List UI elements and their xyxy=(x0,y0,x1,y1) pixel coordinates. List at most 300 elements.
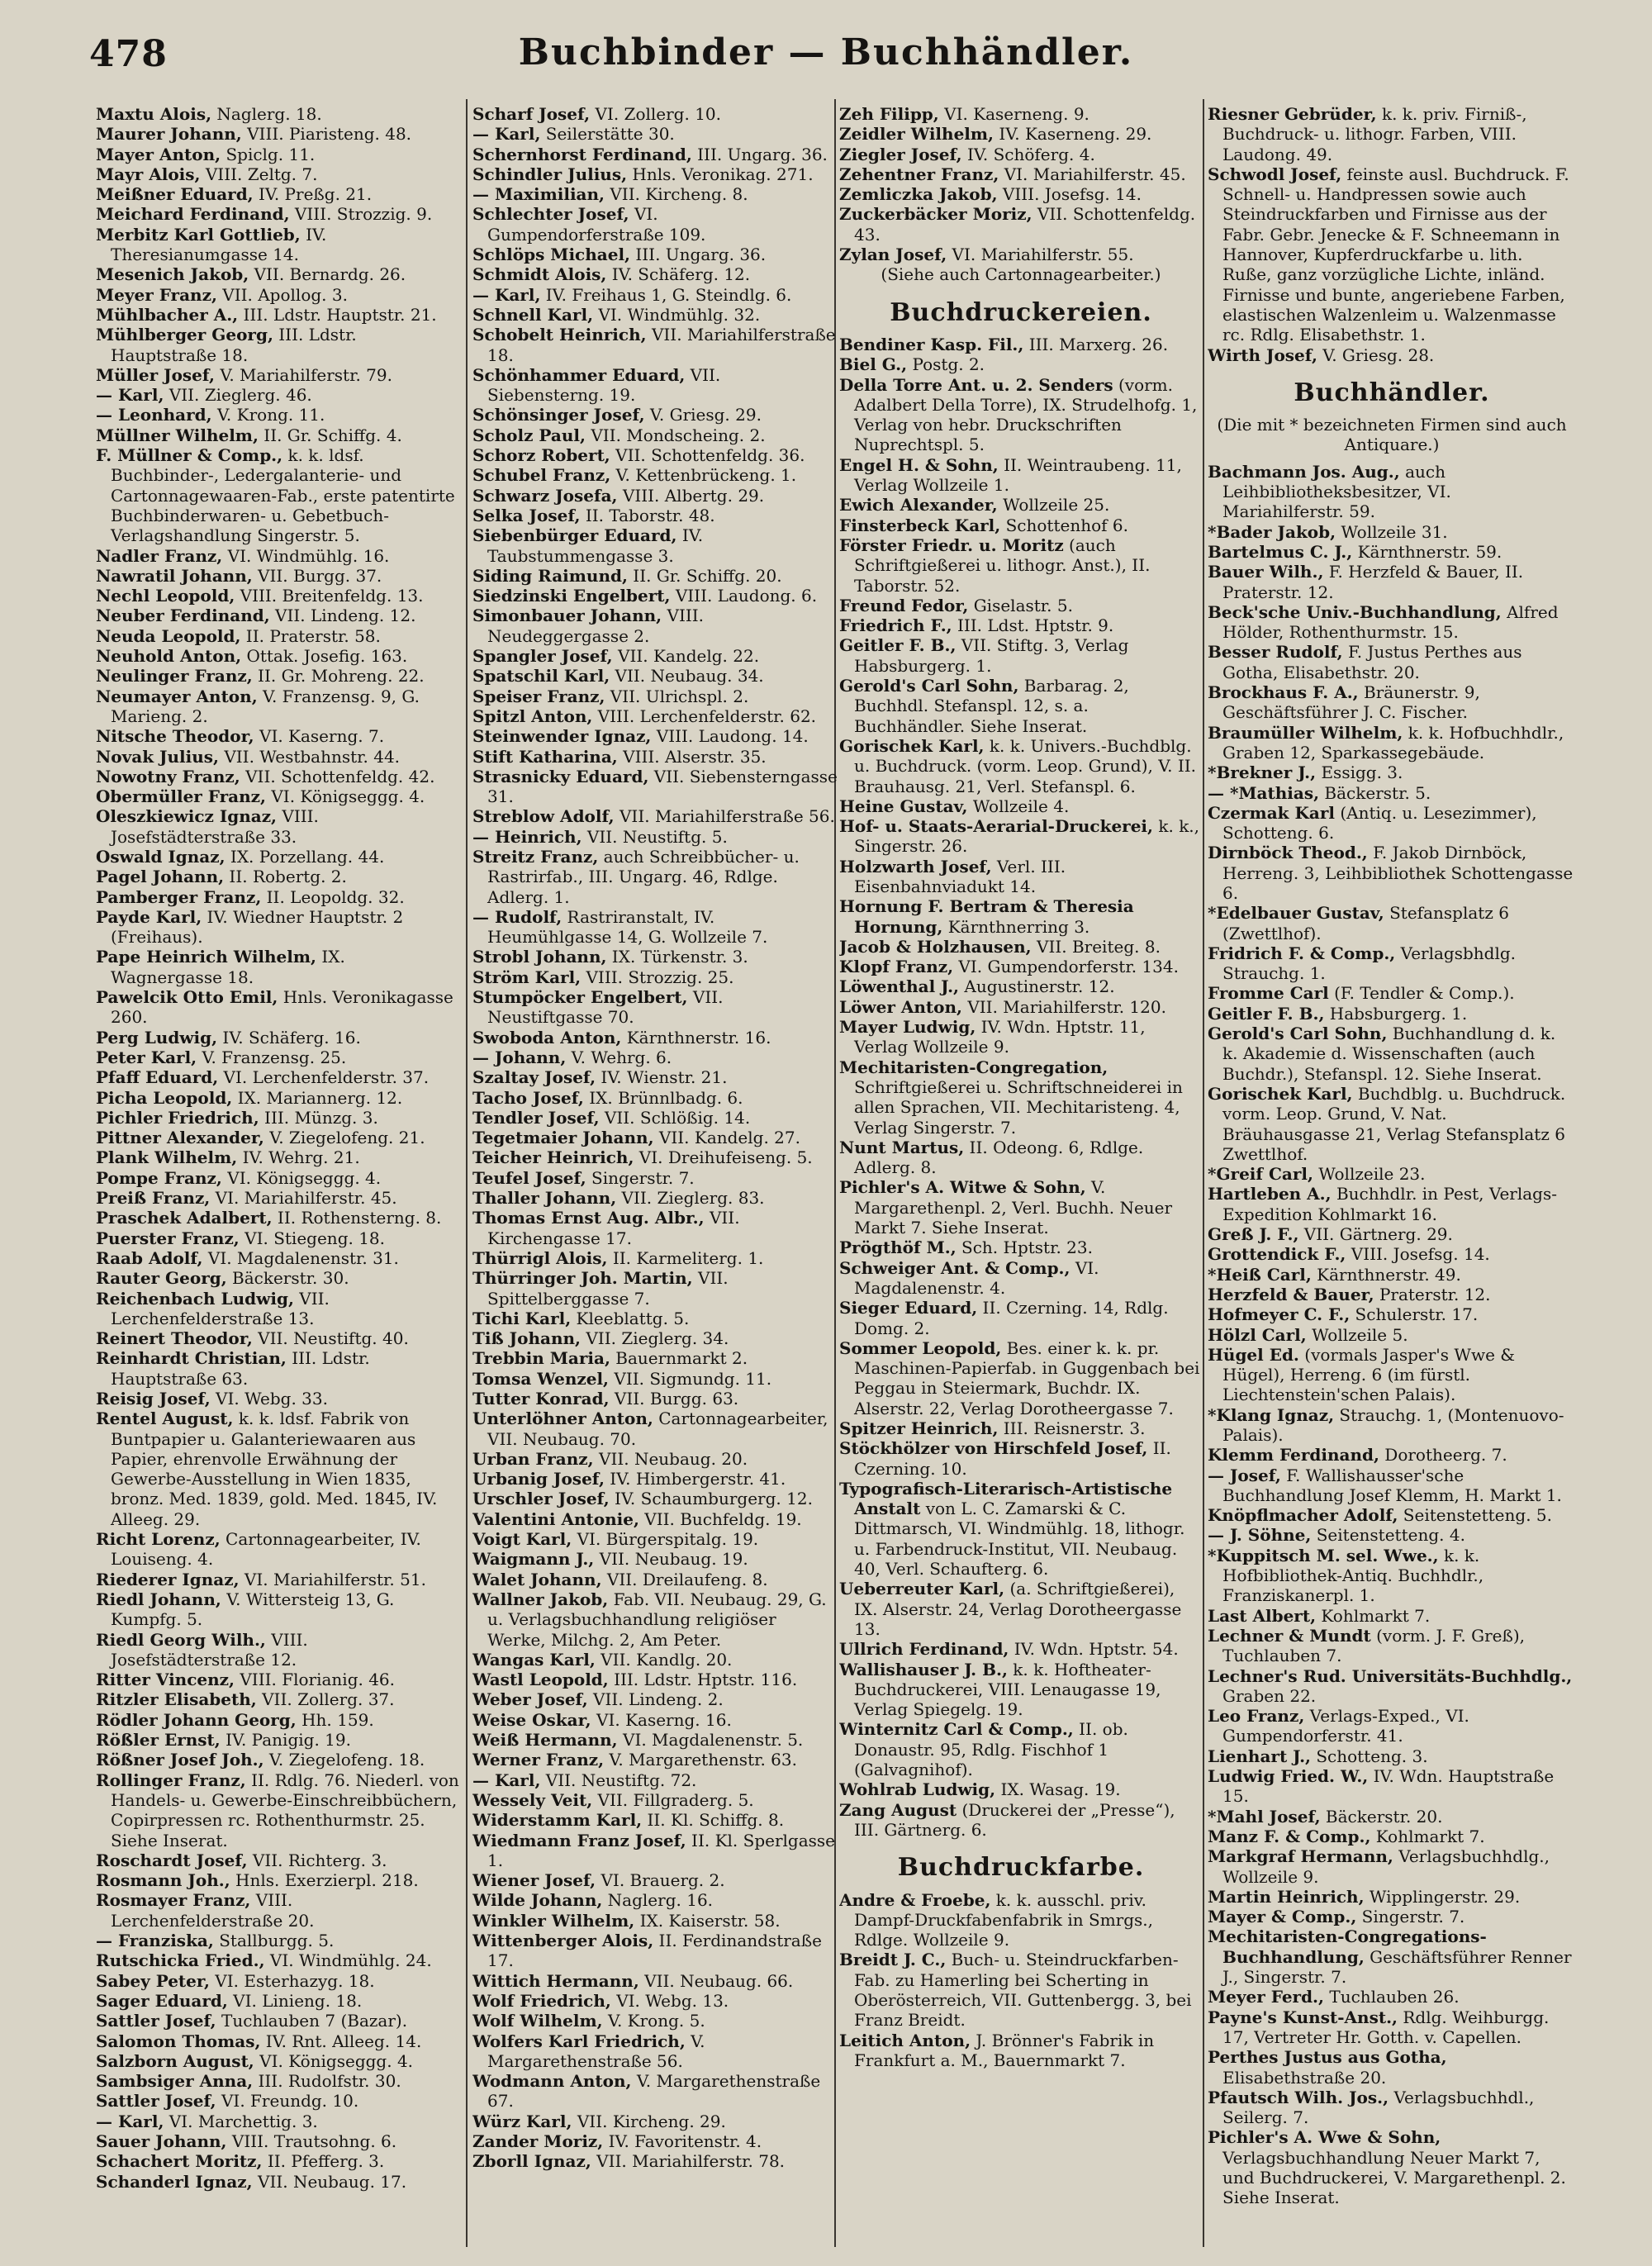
entry-address: IV. Wdn. Hptstr. 54. xyxy=(1009,1639,1179,1660)
directory-entry xyxy=(96,1328,461,1348)
directory-entry xyxy=(96,546,461,566)
entry-name: Pamberger Franz, xyxy=(96,886,262,907)
entry-address: IV. Favoritenstr. 4. xyxy=(603,2131,762,2151)
section-note-antiquare: (Die mit * bezeichneten Firmen sind auch Antiquare.) xyxy=(1217,415,1567,455)
directory-entry xyxy=(839,1779,1203,1799)
entry-address: Rastriranstalt, IV. Heumühlgasse 14, G. Wollzeile 7. xyxy=(487,906,768,948)
entry-name: *Edelbauer Gustav, xyxy=(1208,903,1384,924)
entry-name: Wolf Wilhelm, xyxy=(472,2011,603,2031)
entry-name: Sambsiger Anna, xyxy=(96,2071,254,2092)
directory-entry xyxy=(472,1931,838,1971)
entry-address: VII. Neustiftgasse 70. xyxy=(487,987,724,1028)
entry-name: Gorischek Karl, xyxy=(839,735,985,756)
entry-address: II. Robertg. 2. xyxy=(224,867,347,887)
directory-entry xyxy=(96,2051,461,2071)
section-heading-buchhaendler: Buchhändler. xyxy=(1294,378,1490,407)
directory-entry xyxy=(472,1991,838,2011)
entry-name: Markgraf Hermann, xyxy=(1208,1846,1393,1867)
directory-entry xyxy=(96,2071,461,2091)
directory-entry xyxy=(472,1810,838,1830)
directory-entry xyxy=(96,606,461,625)
entry-name: Biel G., xyxy=(839,354,908,375)
entry-name: Praschek Adalbert, xyxy=(96,1208,273,1228)
entry-name: Perg Ludwig, xyxy=(96,1027,218,1047)
entry-address: Tuchlauben 26. xyxy=(1324,1987,1460,2007)
entry-name: Nunt Martus, xyxy=(839,1137,965,1157)
running-title: Buchbinder — Buchhändler. xyxy=(518,31,1134,74)
entry-address: Bäckerstr. 30. xyxy=(226,1268,349,1289)
entry-address: Dorotheerg. 7. xyxy=(1379,1445,1507,1466)
directory-entry xyxy=(1208,1345,1576,1405)
directory-entry xyxy=(1208,1887,1576,1907)
entry-list xyxy=(96,104,461,2192)
entry-address: Schriftgießerei u. Schriftschneiderei in allen Sprachen, VII. Mechitaristeng. 4, Verlag Singerstr. 7. xyxy=(854,1076,1183,1138)
entry-name: Streblow Adolf, xyxy=(472,806,615,827)
directory-entry xyxy=(839,375,1203,455)
directory-entry xyxy=(96,767,461,786)
directory-entry xyxy=(96,1750,461,1770)
entry-name: Della Torre Ant. u. 2. Senders xyxy=(839,374,1113,395)
entry-name: Neuda Leopold, xyxy=(96,625,241,646)
directory-entry xyxy=(96,1409,461,1529)
directory-entry xyxy=(472,907,838,948)
entry-address: Bräunerstr. 9, Geschäftsführer J. C. Fischer. xyxy=(1222,682,1480,723)
directory-entry xyxy=(96,305,461,325)
directory-entry xyxy=(1208,1164,1576,1184)
directory-entry xyxy=(472,1348,838,1368)
entry-address: Bäckerstr. 20. xyxy=(1320,1806,1443,1827)
entry-address: VIII. Trautsohng. 6. xyxy=(226,2131,397,2151)
entry-address: V. Wittersteig 13, G. Kumpfg. 5. xyxy=(111,1589,395,1630)
entry-name: Pawelcik Otto Emil, xyxy=(96,987,278,1008)
entry-name: *Kuppitsch M. sel. Wwe., xyxy=(1208,1545,1439,1565)
entry-name: Nowotny Franz, xyxy=(96,766,240,786)
directory-entry xyxy=(839,354,1203,374)
directory-entry xyxy=(96,225,461,265)
directory-entry xyxy=(96,726,461,746)
entry-address: Verlags-Exped., VI. Gumpendorferstr. 41. xyxy=(1222,1706,1469,1746)
entry-address: III. Münzg. 3. xyxy=(259,1107,378,1128)
directory-entry xyxy=(472,2112,838,2131)
entry-address: k. k. Hofbibliothek-Antiq. Buchhdlr., Franziskanerpl. 1. xyxy=(1222,1545,1484,1606)
entry-name: Ludwig Fried. W., xyxy=(1208,1766,1369,1787)
entry-address: Wollzeile 31. xyxy=(1336,521,1448,542)
entry-name: Manz F. & Comp., xyxy=(1208,1826,1371,1846)
entry-address: III. Ldstr. Hptstr. 116. xyxy=(608,1670,798,1690)
entry-address: Schulerstr. 17. xyxy=(1350,1304,1479,1325)
directory-entry xyxy=(839,124,1203,144)
entry-address: VIII. Laudong. 14. xyxy=(651,726,809,747)
directory-entry xyxy=(472,987,838,1028)
directory-entry xyxy=(96,1067,461,1087)
entry-name: Pichler's A. Wwe & Sohn, xyxy=(1208,2127,1441,2148)
entry-name: Mayer & Comp., xyxy=(1208,1907,1357,1927)
entry-address: VI. Dreihufeiseng. 5. xyxy=(634,1147,813,1168)
entry-name: Salomon Thomas, xyxy=(96,2031,261,2051)
entry-name: Beck'sche Univ.-Buchhandlung, xyxy=(1208,601,1502,622)
entry-name: Mayr Alois, xyxy=(96,164,201,184)
entry-name: Schubel Franz, xyxy=(472,465,611,486)
entry-list xyxy=(1208,462,1576,2208)
entry-name: Schobelt Heinrich, xyxy=(472,325,647,345)
entry-address: IV. Wehrg. 21. xyxy=(237,1147,360,1168)
entry-address: Kärnthnerstr. 59. xyxy=(1352,541,1502,562)
entry-address: Wollzeile 4. xyxy=(967,796,1070,816)
entry-name: Wangas Karl, xyxy=(472,1649,596,1670)
directory-entry xyxy=(1208,2088,1576,2128)
directory-entry xyxy=(472,2071,838,2112)
entry-address: (vorm. Adalbert Della Torre), IX. Strudelhofg. 1, Verlag von hebr. Druckschriften Nuprechtspl. 5. xyxy=(854,374,1198,455)
entry-name: Nechl Leopold, xyxy=(96,586,235,606)
entry-address: Stefansplatz 6 (Zwettlhof). xyxy=(1222,903,1509,943)
directory-entry xyxy=(1208,1265,1576,1285)
entry-name: — Karl, xyxy=(472,124,541,145)
entry-address: IV. Rnt. Alleeg. 14. xyxy=(260,2031,422,2051)
directory-entry xyxy=(839,1138,1203,1178)
entry-name: Roschardt Josef, xyxy=(96,1850,248,1870)
entry-address: V. Griesg. 28. xyxy=(1317,344,1435,365)
entry-name: Neulinger Franz, xyxy=(96,666,253,686)
directory-entry xyxy=(472,1529,838,1549)
directory-entry xyxy=(839,245,1203,264)
directory-entry xyxy=(839,184,1203,204)
directory-entry xyxy=(839,1238,1203,1257)
entry-address: VI. Zollerg. 10. xyxy=(590,104,722,124)
entry-name: Bauer Wilh., xyxy=(1208,562,1324,582)
directory-entry xyxy=(472,285,838,305)
directory-entry xyxy=(472,606,838,646)
directory-entry xyxy=(472,1268,838,1309)
entry-name: Meißner Eduard, xyxy=(96,184,254,205)
entry-address: VI. Königseggg. 4. xyxy=(266,786,425,807)
directory-entry xyxy=(96,1850,461,1870)
entry-name: Winternitz Carl & Comp., xyxy=(839,1719,1074,1740)
directory-entry xyxy=(1208,1926,1576,1987)
directory-entry xyxy=(472,145,838,164)
entry-name: Tendler Josef, xyxy=(472,1107,600,1128)
entry-address: II. Ferdinandstraße 17. xyxy=(487,1931,822,1971)
column-divider xyxy=(1203,99,1204,2247)
entry-name: Sommer Leopold, xyxy=(839,1337,1002,1358)
entry-name: Neuhold Anton, xyxy=(96,646,242,667)
entry-name: Wallner Jakob, xyxy=(472,1589,609,1609)
entry-name: Nawratil Johann, xyxy=(96,565,253,586)
entry-name: Prögthöf M., xyxy=(839,1238,957,1258)
entry-name: Merbitz Karl Gottlieb, xyxy=(96,224,301,245)
entry-name: *Bader Jakob, xyxy=(1208,521,1336,542)
entry-name: *Brekner J., xyxy=(1208,762,1317,783)
entry-name: Besser Rudolf, xyxy=(1208,642,1343,663)
entry-name: Wittich Hermann, xyxy=(472,1970,639,1991)
entry-address: Verlagsbuchhdl., Seilerg. 7. xyxy=(1222,2087,1535,2128)
entry-name: Geitler F. B., xyxy=(839,635,957,656)
entry-address: auch Schreibbücher- u. Rastrirfab., III. Ungarg. 46, Rdlge. Adlerg. 1. xyxy=(487,846,800,907)
entry-address: VIII. Lerchenfelderstraße 20. xyxy=(111,1890,315,1931)
entry-name: Bendiner Kasp. Fil., xyxy=(839,334,1024,354)
directory-entry xyxy=(1208,1606,1576,1626)
directory-entry xyxy=(96,184,461,204)
entry-name: Schönhammer Eduard, xyxy=(472,364,686,385)
entry-address: III. Ungarg. 36. xyxy=(630,245,767,265)
entry-address: IX. Mariannerg. 12. xyxy=(232,1087,403,1108)
entry-address: II. Odeong. 6, Rdlge. Adlerg. 8. xyxy=(854,1137,1144,1178)
entry-address: VIII. Alserstr. 35. xyxy=(617,746,767,767)
directory-entry xyxy=(472,2011,838,2031)
directory-entry xyxy=(96,1670,461,1689)
entry-name: Payne's Kunst-Anst., xyxy=(1208,2007,1398,2027)
directory-entry xyxy=(472,486,838,506)
entry-name: Wolf Friedrich, xyxy=(472,1990,611,2011)
entry-address: IV. Schöferg. 4. xyxy=(961,144,1095,164)
entry-name: Winkler Wilhelm, xyxy=(472,1910,635,1931)
directory-entry xyxy=(472,1589,838,1650)
entry-address: VI. Brauerg. 2. xyxy=(596,1870,725,1891)
entry-address: Fab. VII. Neubaug. 29, G. u. Verlagsbuchhandlung religiöser Werke, Milchg. 2, Am Peter. xyxy=(487,1589,827,1650)
directory-entry xyxy=(1208,1304,1576,1324)
directory-entry xyxy=(472,827,838,847)
entry-address: (auch Schriftgießerei u. lithogr. Anst.), II. Taborstr. 52. xyxy=(854,534,1151,596)
entry-address: VI. Freundg. 10. xyxy=(216,2091,359,2112)
directory-entry xyxy=(96,2031,461,2051)
entry-address: Alfred Hölder, Rothenthurmstr. 15. xyxy=(1222,601,1559,643)
entry-name: — Karl, xyxy=(472,1770,541,1790)
entry-name: — *Mathias, xyxy=(1208,782,1320,803)
entry-address: IV. Wienstr. 21. xyxy=(596,1067,728,1088)
entry-name: Schindler Julius, xyxy=(472,164,628,184)
entry-address: VIII. Josefsg. 14. xyxy=(1346,1244,1490,1265)
directory-entry xyxy=(96,1348,461,1389)
directory-entry xyxy=(839,816,1203,857)
entry-name: Stift Katharina, xyxy=(472,746,618,767)
entry-address: V. Franzensg. 25. xyxy=(197,1047,347,1067)
entry-address: Naglerg. 16. xyxy=(602,1890,714,1911)
entry-address: V. Kettenbrückeng. 1. xyxy=(610,465,797,486)
directory-entry xyxy=(1208,1004,1576,1024)
entry-address: IV. Himbergerstr. 41. xyxy=(604,1469,786,1489)
directory-entry xyxy=(1208,983,1576,1003)
entry-address: VI. Gumpendorferstraße 109. xyxy=(487,204,706,245)
entry-address: VIII. Zeltg. 7. xyxy=(200,164,318,184)
entry-name: Reisig Josef, xyxy=(96,1389,211,1409)
entry-name: Mechitaristen-Congregation, xyxy=(839,1057,1108,1077)
entry-address: VII. Sigmundg. 11. xyxy=(609,1368,772,1389)
entry-name: Thaller Johann, xyxy=(472,1188,617,1209)
directory-entry xyxy=(1208,762,1576,782)
entry-address: Kleeblattg. 5. xyxy=(571,1308,690,1328)
entry-address: III. Ungarg. 36. xyxy=(691,144,828,164)
directory-entry xyxy=(1208,1224,1576,1244)
directory-entry xyxy=(472,666,838,686)
entry-address: F. Herzfeld & Bauer, II. Praterstr. 12. xyxy=(1222,562,1524,602)
entry-name: Weiß Hermann, xyxy=(472,1730,618,1751)
entry-name: Hornung F. Bertram & Theresia Hornung, xyxy=(839,896,1134,937)
entry-address: VI. Mariahilferstr. 51. xyxy=(239,1569,426,1589)
column-4 xyxy=(1208,104,1576,2244)
entry-address: Kohlmarkt 7. xyxy=(1370,1826,1485,1846)
entry-address: Ottak. Josefig. 163. xyxy=(241,646,408,667)
entry-address: Stallburgg. 5. xyxy=(213,1931,335,1951)
entry-name: Fromme Carl xyxy=(1208,983,1329,1004)
entry-name: Schwodl Josef, xyxy=(1208,164,1342,184)
directory-entry xyxy=(839,857,1203,897)
entry-address: Postg. 2. xyxy=(907,354,985,375)
entry-address: V. Ziegelofeng. 21. xyxy=(263,1128,425,1148)
directory-entry xyxy=(96,1710,461,1730)
entry-address: IV. Panigig. 19. xyxy=(220,1730,351,1751)
entry-name: Mayer Anton, xyxy=(96,144,221,164)
entry-name: Freund Fedor, xyxy=(839,595,969,615)
directory-entry xyxy=(472,1088,838,1108)
directory-entry xyxy=(839,957,1203,976)
entry-name: Martin Heinrich, xyxy=(1208,1886,1365,1907)
entry-address: Verlagsbuchhandlung Neuer Markt 7, und Buchdruckerei, V. Margarethenpl. 2. Siehe Inserat. xyxy=(1222,2147,1566,2208)
entry-name: Rößler Ernst, xyxy=(96,1730,221,1751)
directory-entry xyxy=(472,1328,838,1348)
entry-address: VI. Lerchenfelderstr. 37. xyxy=(218,1067,430,1088)
entry-name: Szaltay Josef, xyxy=(472,1067,596,1088)
directory-entry xyxy=(472,1890,838,1910)
entry-address: (vorm. J. F. Greß), Tuchlauben 7. xyxy=(1222,1625,1526,1666)
entry-address: VII. Fillgraderg. 5. xyxy=(592,1789,754,1810)
entry-name: Sattler Josef, xyxy=(96,2091,216,2112)
entry-address: Rdlg. Weihburgg. 17, Vertreter Hr. Gotth. v. Capellen. xyxy=(1222,2007,1550,2047)
entry-name: Rutschicka Fried., xyxy=(96,1950,265,1971)
directory-entry xyxy=(839,1639,1203,1659)
entry-address: Schotteng. 3. xyxy=(1311,1746,1428,1766)
entry-address: VII. Ulrichspl. 2. xyxy=(605,686,749,706)
directory-entry xyxy=(96,204,461,224)
directory-entry xyxy=(1208,1666,1576,1707)
directory-entry xyxy=(472,1790,838,1810)
directory-entry xyxy=(96,1529,461,1570)
entry-address: VI. Magdalenenstr. 5. xyxy=(617,1730,804,1751)
entry-name: Zemliczka Jakob, xyxy=(839,184,998,205)
entry-address: VI. Esterhazyg. 18. xyxy=(209,1970,375,1991)
directory-entry xyxy=(96,385,461,405)
entry-name: Spangler Josef, xyxy=(472,646,613,667)
entry-address: VIII. Piaristeng. 48. xyxy=(241,124,412,145)
entry-address: k. k. ausschl. priv. Dampf-Druckfabenfabrik in Smrgs., Rdlge. Wollzeile 9. xyxy=(854,1889,1154,1950)
entry-name: Gerold's Carl Sohn, xyxy=(1208,1024,1388,1044)
entry-name: Speiser Franz, xyxy=(472,686,605,706)
entry-name: Klemm Ferdinand, xyxy=(1208,1445,1379,1466)
entry-name: Lienhart J., xyxy=(1208,1746,1311,1766)
entry-address: k. k. Hoftheater-Buchdruckerei, VIII. Lenaugasse 19, Verlag Spiegelg. 19. xyxy=(854,1659,1161,1720)
directory-entry xyxy=(96,1088,461,1108)
directory-entry xyxy=(1208,1084,1576,1164)
entry-name: Oleszkiewicz Ignaz, xyxy=(96,806,278,827)
entry-address: VIII. Josefstädterstraße 12. xyxy=(111,1629,308,1670)
entry-address: Bes. einer k. k. pr. Maschinen-Papierfab. in Guggenbach bei Peggau in Steiermark, Buchdr. IX. Alserstr. 22, Verlag Dorotheergasse 7. xyxy=(854,1337,1200,1418)
entry-address: VII. Mariahilferstr. 120. xyxy=(961,996,1166,1017)
directory-entry xyxy=(472,1389,838,1409)
entry-name: Raab Adolf, xyxy=(96,1247,203,1268)
directory-entry xyxy=(1208,1546,1576,1606)
entry-name: — Karl, xyxy=(472,284,541,305)
entry-address: Barbarag. 2, Buchhdl. Stefanspl. 12, s. a. Buchhändler. Siehe Inserat. xyxy=(854,676,1129,736)
entry-name: — Heinrich, xyxy=(472,826,582,847)
directory-entry xyxy=(472,1770,838,1790)
entry-name: *Heiß Carl, xyxy=(1208,1264,1312,1285)
entry-address: Augustinerstr. 12. xyxy=(959,976,1115,997)
directory-entry xyxy=(472,2031,838,2072)
entry-address: VI. Bürgerspitalg. 19. xyxy=(572,1529,759,1550)
directory-entry xyxy=(472,1650,838,1670)
entry-address: VII. Breiteg. 8. xyxy=(1031,936,1161,957)
entry-address: k. k. Univers.-Buchdblg. u. Buchdruck. (vorm. Leop. Grund), V. II. Brauhausg. 21, Verl. Stefanspl. 6. xyxy=(854,735,1197,796)
entry-name: Wodmann Anton, xyxy=(472,2071,632,2092)
entry-name: Brockhaus F. A., xyxy=(1208,682,1359,703)
entry-name: Lechner & Mundt xyxy=(1208,1625,1371,1646)
entry-address: II. Gr. Schiffg. 4. xyxy=(258,425,402,445)
column-divider xyxy=(466,99,468,2247)
directory-entry xyxy=(472,1870,838,1890)
entry-address: VII. Mondscheing. 2. xyxy=(585,425,766,445)
directory-entry xyxy=(472,1188,838,1208)
entry-name: Reinhardt Christian, xyxy=(96,1348,287,1369)
directory-entry xyxy=(472,1168,838,1188)
directory-entry xyxy=(839,1800,1203,1841)
directory-entry xyxy=(1208,1184,1576,1224)
entry-name: Sager Eduard, xyxy=(96,1990,228,2011)
directory-entry xyxy=(96,1870,461,1890)
directory-entry xyxy=(472,164,838,184)
entry-name: Pfautsch Wilh. Jos., xyxy=(1208,2087,1389,2107)
directory-entry xyxy=(1208,542,1576,562)
directory-entry xyxy=(839,335,1203,354)
entry-name: — Leonhard, xyxy=(96,405,212,425)
entry-name: *Greif Carl, xyxy=(1208,1164,1313,1185)
directory-entry xyxy=(839,1338,1203,1418)
entry-name: Schlechter Josef, xyxy=(472,204,629,225)
directory-entry xyxy=(472,1128,838,1147)
directory-entry xyxy=(1208,843,1576,903)
directory-entry xyxy=(96,145,461,164)
page-number: 478 xyxy=(89,33,168,75)
entry-address: IX. Türkenstr. 3. xyxy=(606,947,748,967)
entry-name: Steinwender Ignaz, xyxy=(472,726,652,747)
directory-entry xyxy=(96,626,461,646)
directory-entry xyxy=(96,1950,461,1970)
entry-name: Pfaff Eduard, xyxy=(96,1067,219,1088)
entry-name: — Karl, xyxy=(96,2111,164,2131)
entry-address: IV. Freihaus 1, G. Steindlg. 6. xyxy=(540,284,792,305)
directory-entry xyxy=(839,736,1203,796)
directory-entry xyxy=(472,1409,838,1449)
entry-name: Schwarz Josefa, xyxy=(472,485,618,506)
entry-address: IX. Kaiserstr. 58. xyxy=(634,1910,781,1931)
entry-name: — J. Söhne, xyxy=(1208,1525,1312,1546)
entry-address: VI. Gumpendorferstr. 134. xyxy=(953,957,1179,977)
entry-address: (vormals Jasper's Wwe & Hügel), Herreng. 6 (im fürstl. Liechtenstein'schen Palais). xyxy=(1222,1344,1516,1405)
entry-address: VI. Kaserng. 16. xyxy=(591,1709,732,1730)
entry-address: IV. Taubstummengasse 3. xyxy=(487,525,704,566)
entry-name: Wiedmann Franz Josef, xyxy=(472,1830,686,1850)
entry-name: Voigt Karl, xyxy=(472,1529,572,1550)
entry-name: Rauter Georg, xyxy=(96,1268,227,1289)
directory-entry xyxy=(1208,1706,1576,1746)
entry-address: V. Krong. 11. xyxy=(211,405,325,425)
entry-address: V. Mariahilferstr. 79. xyxy=(215,364,392,385)
entry-name: Riedl Georg Wilh., xyxy=(96,1629,266,1650)
entry-address: II. Kl. Schiffg. 8. xyxy=(642,1810,785,1831)
entry-address: VII. Neustiftg. 40. xyxy=(252,1328,409,1349)
directory-entry xyxy=(96,1108,461,1128)
page-header xyxy=(0,0,1652,99)
entry-name: — Josef, xyxy=(1208,1465,1281,1485)
entry-address: IX. Wagnergasse 18. xyxy=(111,947,345,987)
entry-name: Schmidt Alois, xyxy=(472,264,607,285)
